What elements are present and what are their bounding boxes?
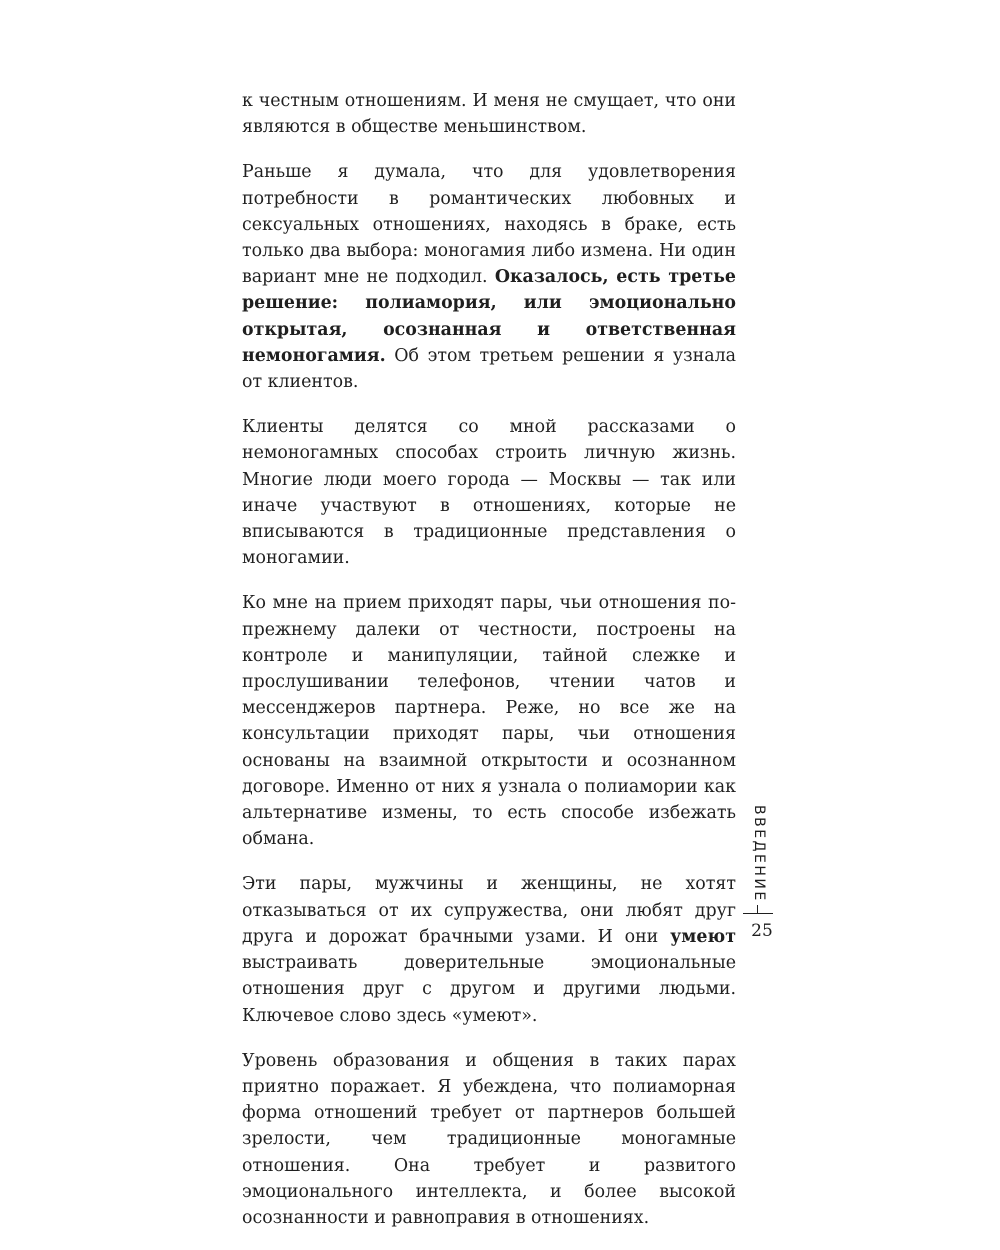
paragraph-2-text-end: Об этом третьем решении я узнала от клиентов. xyxy=(242,345,736,393)
paragraph-3-text: Клиенты делятся со мной рассказами о немоногамных способах строить личную жизнь. Многие люди моего города — Москвы — так или иначе участвуют в отношениях, которые не вписываются в традиционные представления о моногамии. xyxy=(242,417,736,569)
paragraph-5-text-end: выстраивать доверительные эмоциональные отношения друг с другом и другими людьми. Ключевое слово здесь «умеют». xyxy=(242,953,736,1026)
paragraph-6-text: Уровень образования и общения в таких парах приятно поражает. Я убеждена, что полиаморная форма отношений требует от партнеров большей зрелости, чем традиционные моногамные отношения. Она требует и развитого эмоционального интеллекта, и более высокой осознанности и равноправия в отношениях. xyxy=(242,1050,736,1228)
paragraph-2-text-start: Раньше я думала, что для удовлетворения потребности в романтических любовных и сексуальных отношениях, находясь в браке, есть только два выбора: моногамия либо измена. Ни один вариант мне не подходил. xyxy=(242,162,736,288)
paragraph-5-text-start: Эти пары, мужчины и женщины, не хотят отказываться от их супружества, они любят друг друга и дорожат брачными узами. И они xyxy=(242,874,736,947)
body-text xyxy=(242,88,736,1250)
paragraph-5 xyxy=(242,871,736,1028)
paragraph-2 xyxy=(242,159,736,395)
paragraph-4-text: Ко мне на прием приходят пары, чьи отношения по-прежнему далеки от честности, построены на контроле и манипуляции, тайной слежке и прослушивании телефонов, чтении чатов и мессенджеров партнера. Реже, но все же на консультации приходят пары, чьи отношения основаны на взаимной открытости и осознанном договоре. Именно от них я узнала о полиамории как альтернативе измены, то есть способе избежать обмана. xyxy=(242,593,736,850)
paragraph-5-bold-text: умеют xyxy=(670,926,736,947)
paragraph-1 xyxy=(242,88,736,140)
paragraph-3 xyxy=(242,414,736,571)
running-head-tick xyxy=(757,905,758,913)
paragraph-1-text: к честным отношениям. И меня не смущает, что они являются в обществе меньшинством. xyxy=(242,91,736,138)
running-head: ВВЕДЕНИЕ xyxy=(751,805,767,903)
page-number: 25 xyxy=(751,921,773,941)
running-head-rule xyxy=(743,913,773,914)
paragraph-6 xyxy=(242,1048,736,1231)
paragraph-2-bold-text: Оказалось, есть третье решение: полиамория, или эмоционально открытая, осознанная и ответственная немоногамия. xyxy=(242,267,736,366)
paragraph-4 xyxy=(242,590,736,852)
